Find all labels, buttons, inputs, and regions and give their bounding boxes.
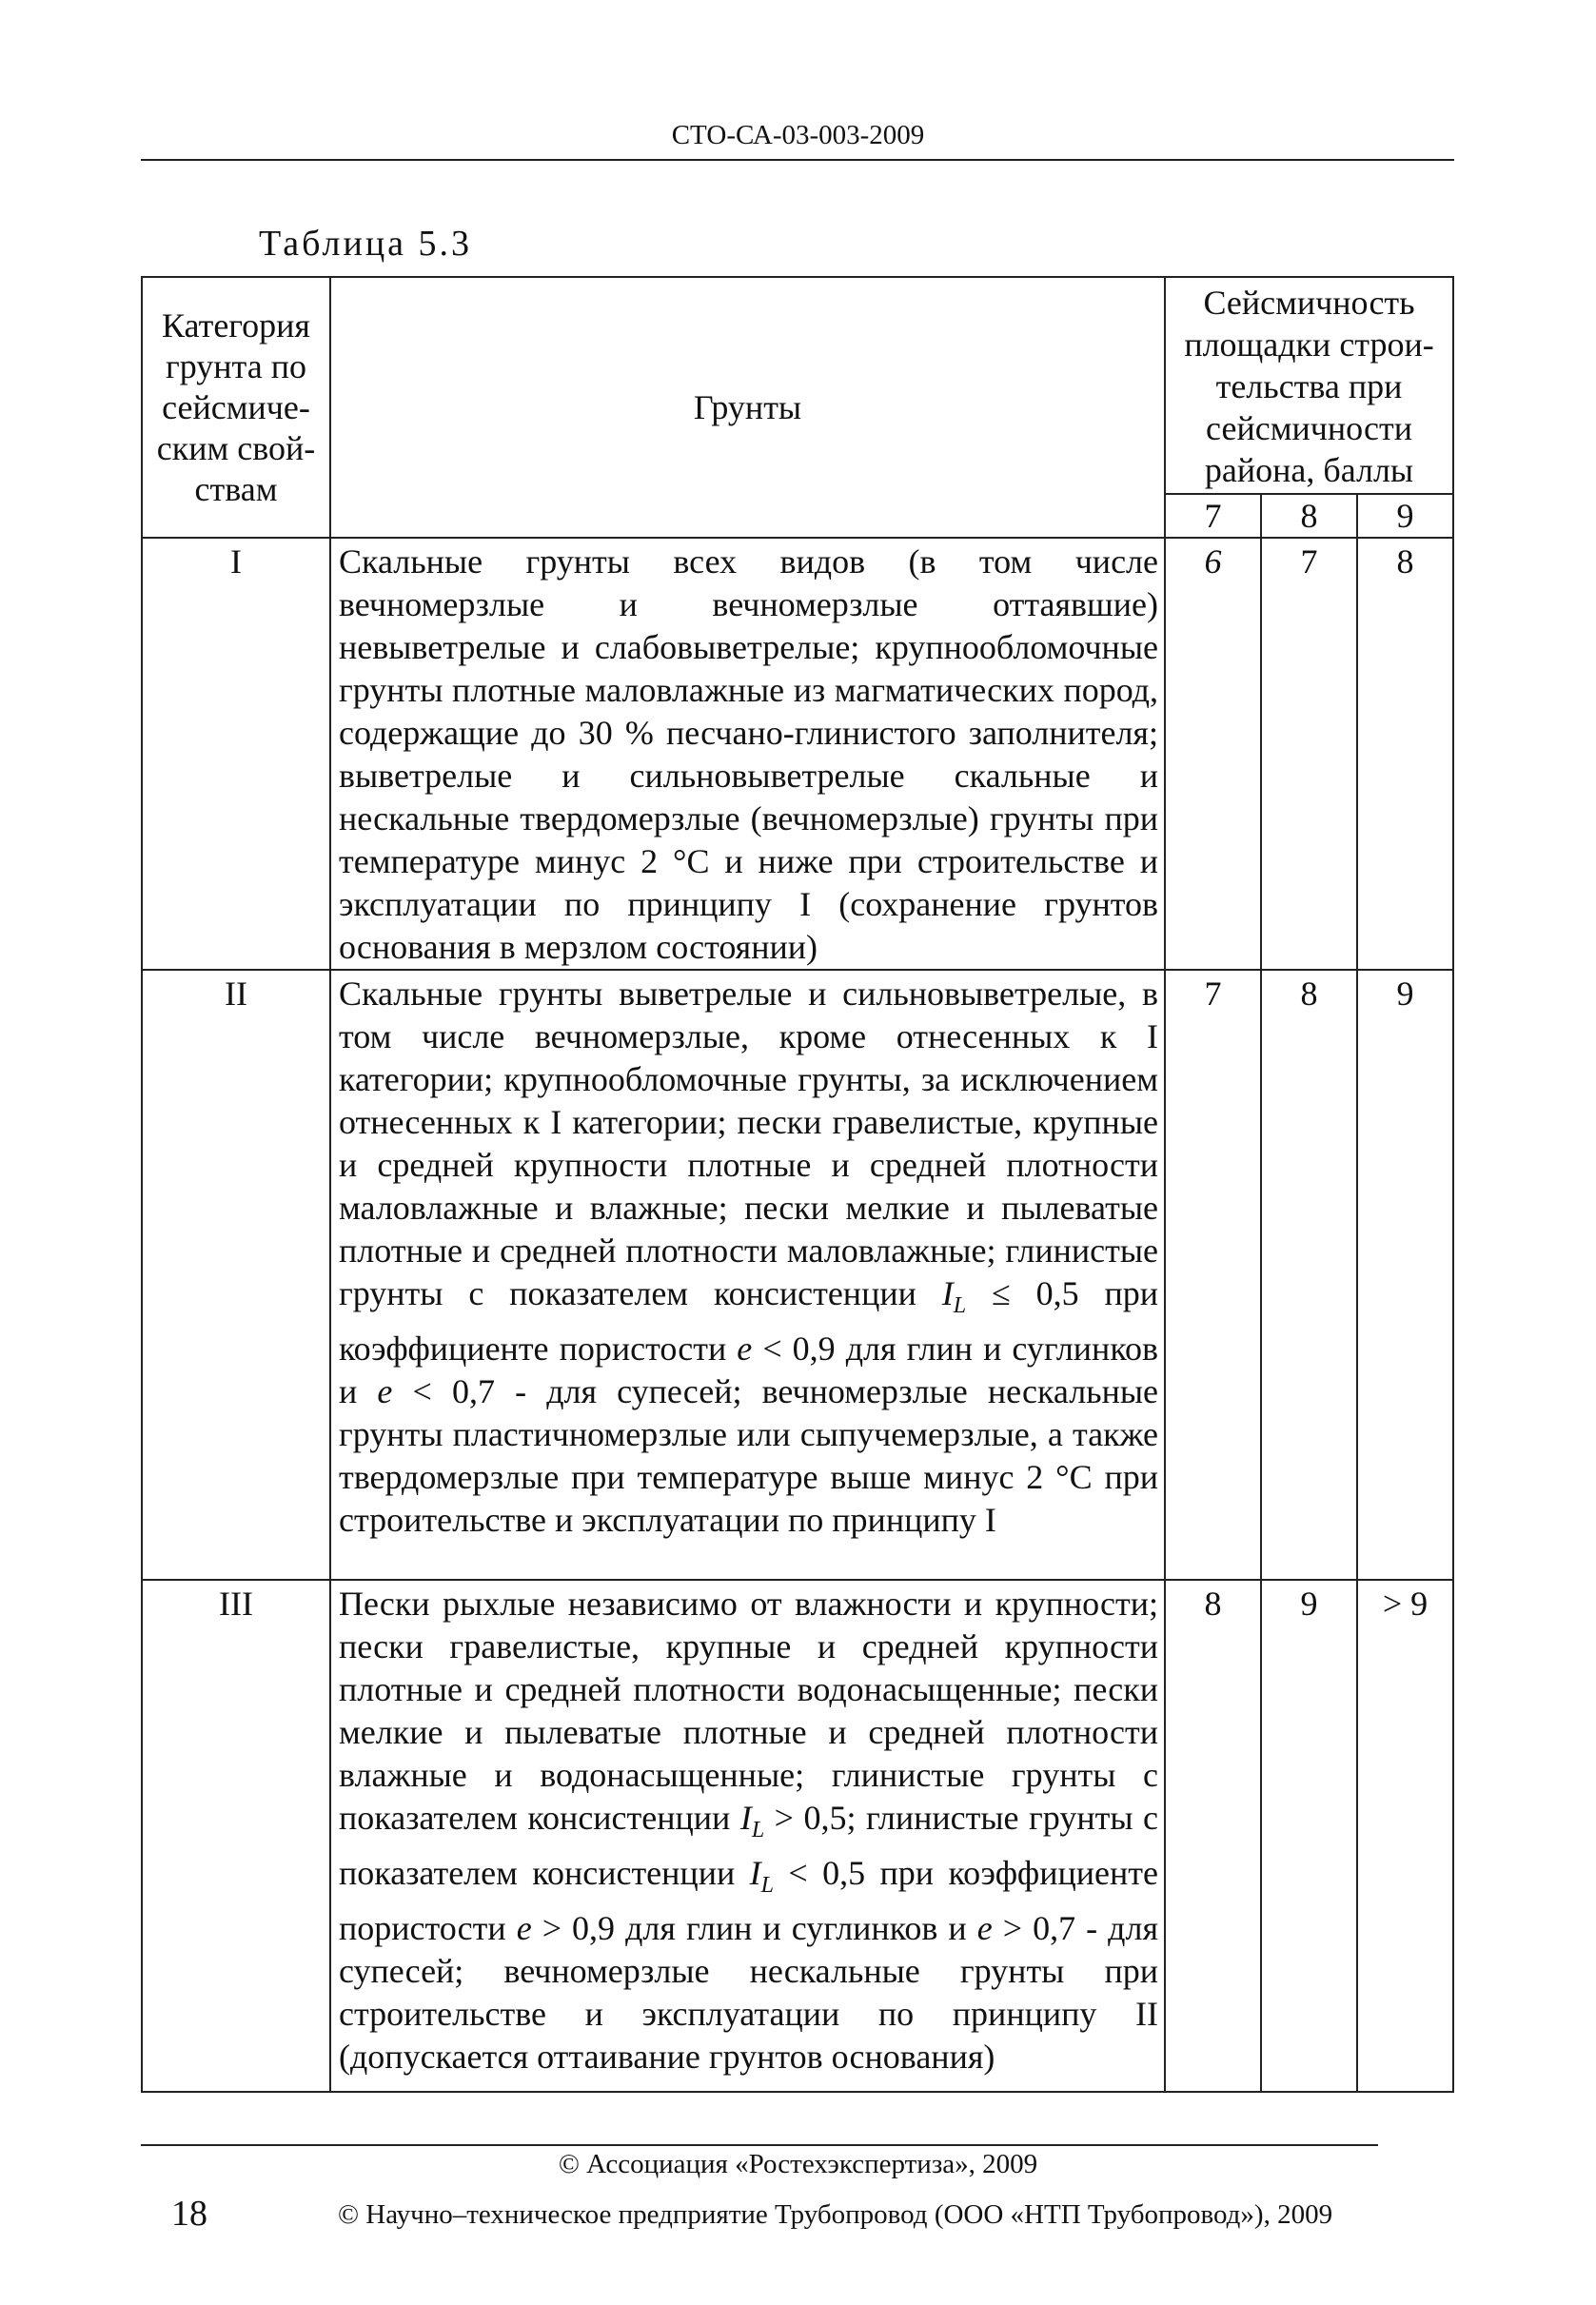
footer-enterprise: © Научно–техническое предприятие Трубопровод (ООО «НТП Трубопровод»), 2009	[338, 2199, 1333, 2230]
row-value: 9	[1261, 1580, 1357, 2092]
row-value: > 9	[1357, 1580, 1453, 2092]
table-header-row	[142, 277, 1453, 494]
row-value: 8	[1357, 538, 1453, 970]
document-code: СТО-СА-03-003-2009	[671, 120, 925, 150]
header-score-9: 9	[1357, 494, 1453, 538]
header-score-8: 8	[1261, 494, 1357, 538]
header-score-7: 7	[1165, 494, 1261, 538]
table-row	[142, 538, 1453, 970]
seismic-soil-table	[141, 276, 1454, 2093]
header-seismicity: Сейсмичность площадки строи- тельства при сейсмичности района, баллы	[1165, 277, 1453, 494]
header-soils: Грунты	[330, 277, 1165, 538]
row-value: 8	[1165, 1580, 1261, 2092]
row-description: Пески рыхлые независимо от влажности и крупности; пески гравелистые, крупные и средней крупности плотные и средней плотности водонасыщенные; пески мелкие и пылеватые плотные и средней плотности влажные и водонасыщенные; глинистые грунты с показателем консистенции $I_L > 0,5$; глинистые грунты с показателем консистенции $I_L < 0,5$ при коэффициенте пористости e > 0,9 для глин и суглинков и e > 0,7 - для супесей; вечномерзлые нескальные грунты при строительстве и эксплуатации по принципу II (допускается оттаивание грунтов основания)	[330, 1580, 1165, 2092]
header-category: Категория грунта по сейсмиче- ским свой- ствам	[142, 277, 330, 538]
footer-association: © Ассоциация «Ростехэкспертиза», 2009	[558, 2149, 1038, 2179]
row-category: II	[142, 970, 330, 1580]
row-value: 7	[1261, 538, 1357, 970]
row-value: 8	[1261, 970, 1357, 1580]
footer-divider	[141, 2144, 1378, 2146]
row-value: 6	[1165, 538, 1261, 970]
row-value: 7	[1165, 970, 1261, 1580]
row-description: Скальные грунты выветрелые и сильновыветрелые, в том числе вечномерзлые, кроме отнесенных к I категории; крупнообломочные грунты, за исключением отнесенных к I категории; пески гравелистые, крупные и средней крупности плотные и средней плотности маловлажные и влажные; пески мелкие и пылеватые плотные и средней плотности маловлажные; глинистые грунты с показателем консистенции $I_L \le 0,5$ при коэффициенте пористости e < 0,9 для глин и суглинков и e < 0,7 - для супесей; вечномерзлые нескальные грунты пластичномерзлые или сыпучемерзлые, а также твердомерзлые при температуре выше минус 2 °С при строительстве и эксплуатации по принципу I	[330, 970, 1165, 1580]
row-description: Скальные грунты всех видов (в том числе вечномерзлые и вечномерзлые оттаявшие) невыветрелые и слабовыветрелые; крупнообломочные грунты плотные маловлажные из магматических пород, содержащие до 30 % песчано-глинистого заполнителя; выветрелые и сильновыветрелые скальные и нескальные твердомерзлые (вечномерзлые) грунты при температуре минус 2 °С и ниже при строительстве и эксплуатации по принципу I (сохранение грунтов основания в мерзлом состоянии)	[330, 538, 1165, 970]
table-caption: Таблица 5.3	[259, 224, 473, 264]
table-row	[142, 1580, 1453, 2092]
table-row	[142, 970, 1453, 1580]
page-number: 18	[171, 2194, 207, 2234]
header-divider	[141, 159, 1454, 161]
row-category: I	[142, 538, 330, 970]
row-category: III	[142, 1580, 330, 2092]
row-value: 9	[1357, 970, 1453, 1580]
